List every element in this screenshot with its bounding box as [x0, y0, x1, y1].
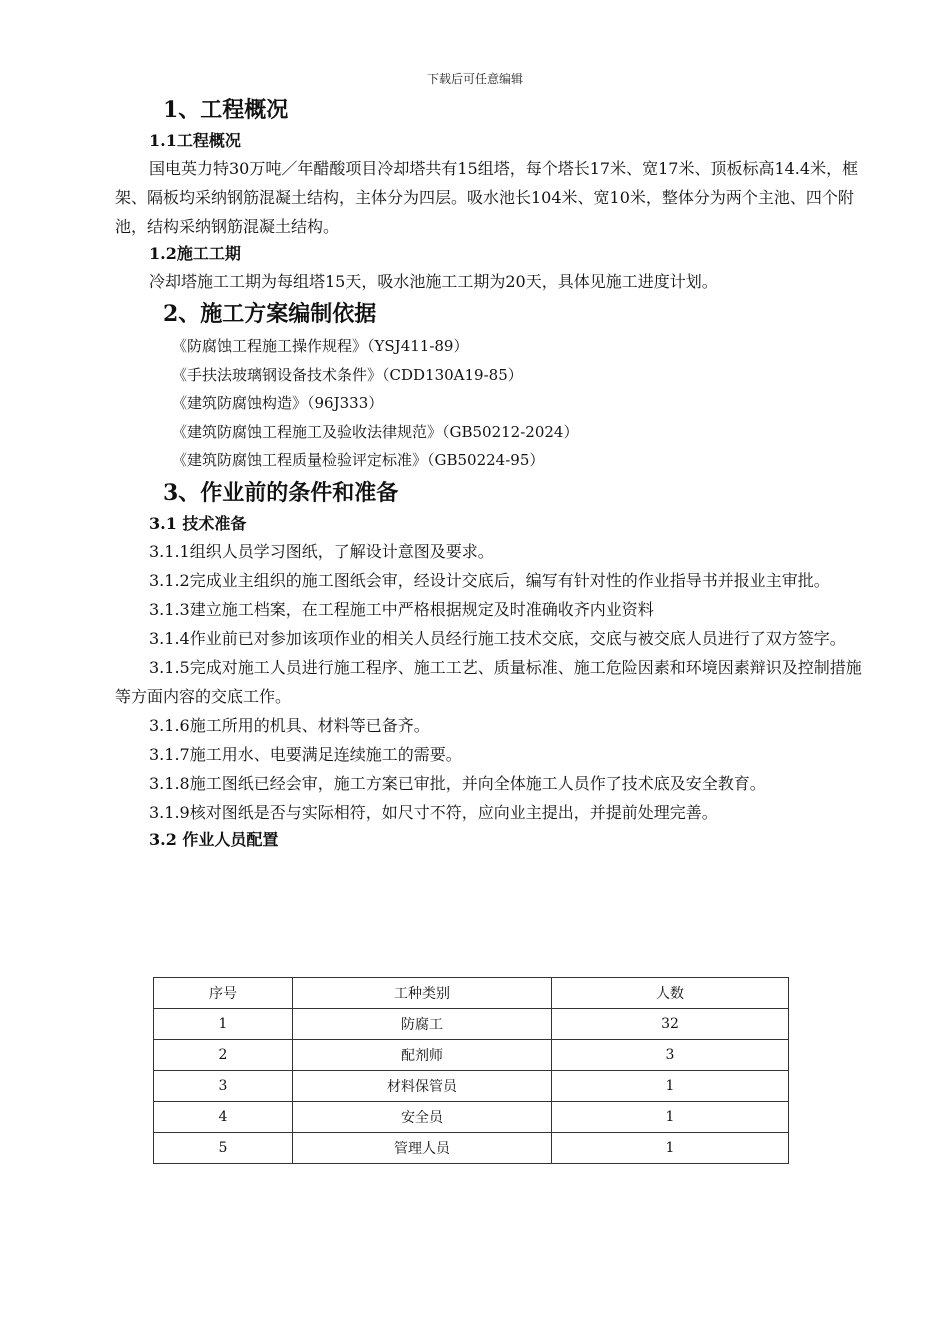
table-cell: 配剂师	[293, 1040, 552, 1071]
table-cell: 材料保管员	[293, 1071, 552, 1102]
table-cell: 1	[154, 1009, 293, 1040]
section-3-1-heading: 3.1 技术准备	[149, 513, 247, 533]
section-1-2-text: 冷却塔施工工期为每组塔15天，吸水池施工工期为20天，具体见施工进度计划。	[149, 272, 718, 291]
section-1-2-heading: 1.2施工工期	[149, 244, 241, 263]
table-row	[154, 1071, 789, 1102]
prep-item: 3.1.9核对图纸是否与实际相符，如尺寸不符，应向业主提出，并提前处理完善。	[149, 802, 718, 822]
table-cell: 4	[154, 1102, 293, 1133]
prep-item: 3.1.1组织人员学习图纸，了解设计意图及要求。	[149, 541, 494, 561]
table-row	[154, 1133, 789, 1164]
section-2-heading: 2、施工方案编制依据	[163, 301, 377, 327]
section-1-1-heading: 1.1工程概况	[149, 131, 241, 150]
table-cell: 32	[552, 1009, 789, 1040]
prep-item: 3.1.7施工用水、电要满足连续施工的需要。	[149, 744, 462, 764]
reference-item: 《建筑防腐蚀工程质量检验评定标准》（GB50224-95）	[172, 451, 545, 469]
prep-item: 3.1.4作业前已对参加该项作业的相关人员经行施工技术交底，交底与被交底人员进行了双方签字。	[149, 628, 846, 648]
table-cell: 安全员	[293, 1102, 552, 1133]
table-cell: 1	[552, 1133, 789, 1164]
table-cell: 1	[552, 1102, 789, 1133]
table-cell: 1	[552, 1071, 789, 1102]
table-row	[154, 1102, 789, 1133]
document-body	[115, 92, 875, 853]
table-cell: 5	[154, 1133, 293, 1164]
table-cell: 2	[154, 1040, 293, 1071]
section-1-heading: 1、工程概况	[163, 97, 289, 123]
reference-item: 《防腐蚀工程施工操作规程》（YSJ411-89）	[172, 337, 469, 355]
reference-item: 《建筑防腐蚀工程施工及验收法律规范》（GB50212-2024）	[172, 422, 579, 441]
prep-item: 3.1.6施工所用的机具、材料等已备齐。	[149, 715, 430, 735]
column-header-count: 人数	[552, 978, 789, 1009]
table-header-row	[154, 978, 789, 1009]
column-header-no: 序号	[154, 978, 293, 1009]
prep-item: 3.1.2完成业主组织的施工图纸会审，经设计交底后，编写有针对性的作业指导书并报业主审批。	[149, 570, 830, 590]
reference-item: 《建筑防腐蚀构造》（96J333）	[172, 394, 384, 412]
column-header-trade: 工种类别	[293, 978, 552, 1009]
prep-item: 3.1.5完成对施工人员进行施工程序、施工工艺、质量标准、施工危险因素和环境因素辩识及控制措施等方面内容的交底工作。	[115, 657, 862, 706]
reference-item: 《手扶法玻璃钢设备技术条件》（CDD130A19-85）	[172, 365, 523, 384]
table-row	[154, 1009, 789, 1040]
table-cell: 管理人员	[293, 1133, 552, 1164]
prep-item: 3.1.8施工图纸已经会审，施工方案已审批，并向全体施工人员作了技术底及安全教育。	[149, 773, 766, 793]
table-row	[154, 1040, 789, 1071]
prep-item: 3.1.3建立施工档案，在工程施工中严格根据规定及时准确收齐内业资料	[149, 599, 654, 619]
page-header: 下载后可任意编辑	[426, 72, 523, 86]
staff-table	[153, 977, 789, 1164]
section-3-2-heading: 3.2 作业人员配置	[149, 829, 279, 849]
section-1-1-text: 国电英力特30万吨／年醋酸项目冷却塔共有15组塔，每个塔长17米、宽17米、顶板标高14.4米，框架、隔板均采纳钢筋混凝土结构，主体分为四层。吸水池长104米、宽10米，整体分为两个主池、四个附池，结构采纳钢筋混凝土结构。	[115, 159, 859, 236]
table-cell: 3	[552, 1040, 789, 1071]
section-3-heading: 3、作业前的条件和准备	[163, 479, 399, 506]
table-cell: 3	[154, 1071, 293, 1102]
table-cell: 防腐工	[293, 1009, 552, 1040]
